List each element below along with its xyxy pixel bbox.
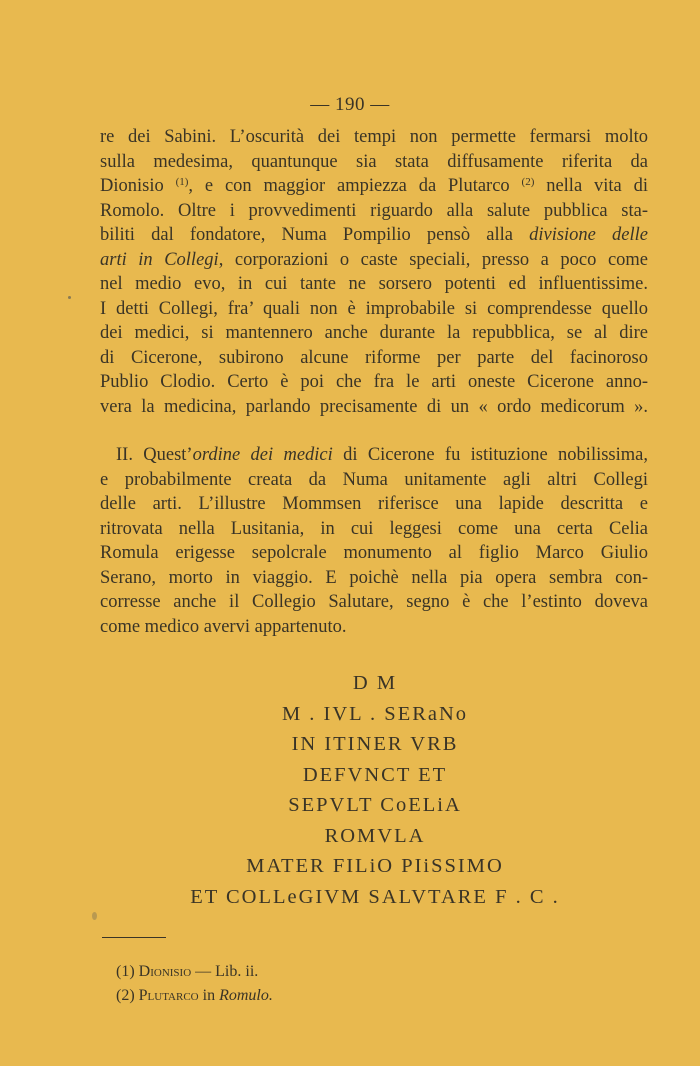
footnote-author: Dionisio	[138, 963, 192, 980]
text-run: II. Quest’	[116, 445, 193, 465]
italic-run: ordine dei medici	[192, 445, 333, 465]
text-line	[100, 443, 648, 468]
text-run: Dionisio	[100, 176, 176, 196]
inscription-line: M . IVL . SERaNo	[281, 702, 469, 725]
text-line: sulla medesima, quantunque sia stata diffusamente riferita da	[100, 151, 648, 172]
text-run: , e con maggior ampiezza da Plutarco	[188, 176, 522, 196]
text-line: nel medio evo, in cui tante ne sorsero potenti ed influentissime.	[100, 274, 648, 294]
footnote-separator: —	[191, 963, 216, 980]
footnote-ref-2: (2)	[521, 176, 535, 188]
text-line: Romula erigesse sepolcrale monumento al figlio Marco Giulio	[100, 543, 648, 563]
inscription-line: D M	[352, 672, 398, 694]
text-run: nella vita di	[534, 176, 648, 196]
page-number: — 190 —	[310, 94, 390, 115]
text-line: dei medici, si mantennero anche durante la repubblica, se al dire	[100, 323, 648, 343]
italic-run: arti in Collegi	[100, 249, 219, 270]
footnote-mark: (2)	[116, 987, 135, 1004]
text-run: di Cicerone fu istituzione nobilissima,	[332, 445, 648, 465]
footnote-ref-1: (1)	[175, 176, 189, 188]
text-line: e probabilmente creata da Numa unitamente agli altri Collegi	[100, 469, 648, 490]
footnotes	[116, 960, 273, 1008]
text-line: corresse anche il Collegio Salutare, segno è che l’estinto doveva	[100, 592, 648, 612]
footnote-mark: (1)	[116, 963, 135, 980]
inscription-line: ET COLLeGIVM SALVTARE F . C .	[190, 885, 560, 908]
footnote-reference: Lib. ii.	[215, 963, 259, 980]
paper-speck	[68, 296, 71, 299]
inscription-line: IN ITINER VRB	[291, 733, 459, 755]
text-line	[100, 248, 648, 273]
footnote-divider	[102, 937, 166, 938]
footnote-author: Plutarco	[138, 987, 199, 1004]
footnote-2	[116, 984, 273, 1008]
text-line: re dei Sabini. L’oscurità dei tempi non permette fermarsi molto	[100, 127, 648, 147]
paragraph-2	[100, 443, 648, 639]
inscription-line: MATER FILiO PIiSSIMO	[246, 855, 504, 877]
footnote-reference: Romulo.	[219, 987, 273, 1004]
text-run: biliti dal fondatore, Numa Pompilio pensò alla	[100, 225, 530, 245]
inscription-line: DEFVNCT ET	[302, 763, 448, 786]
text-line	[100, 174, 648, 199]
paragraph-1	[100, 125, 648, 419]
text-line	[100, 223, 648, 248]
text-line: vera la medicina, parlando precisamente di un « ordo medicorum ».	[100, 396, 648, 417]
text-line: Romolo. Oltre i provvedimenti riguardo alla salute pubblica sta-	[100, 200, 648, 221]
text-line: ritrovata nella Lusitania, in cui leggesi come una certa Celia	[100, 518, 648, 539]
footnote-separator: in	[198, 987, 220, 1004]
text-line: di Cicerone, subirono alcune riforme per parte del facinoroso	[100, 347, 648, 368]
text-line: come medico avervi appartenuto.	[100, 616, 347, 637]
latin-inscription	[0, 668, 700, 912]
italic-run: divisione delle	[529, 225, 648, 245]
text-line: Serano, morto in viaggio. E poichè nella pia opera sembra con-	[100, 567, 648, 588]
inscription-line: ROMVLA	[324, 824, 426, 847]
text-run: , corporazioni o caste speciali, presso a poco come	[218, 249, 649, 270]
text-line: delle arti. L’illustre Mommsen riferisce una lapide descritta e	[100, 494, 648, 514]
inscription-line: SEPVLT CoELiA	[288, 794, 462, 816]
paper-speck	[92, 912, 97, 920]
text-line: Publio Clodio. Certo è poi che fra le arti oneste Cicerone anno-	[100, 372, 648, 392]
footnote-1	[116, 960, 273, 984]
text-line: I detti Collegi, fra’ quali non è improbabile si comprendesse quello	[100, 298, 648, 319]
